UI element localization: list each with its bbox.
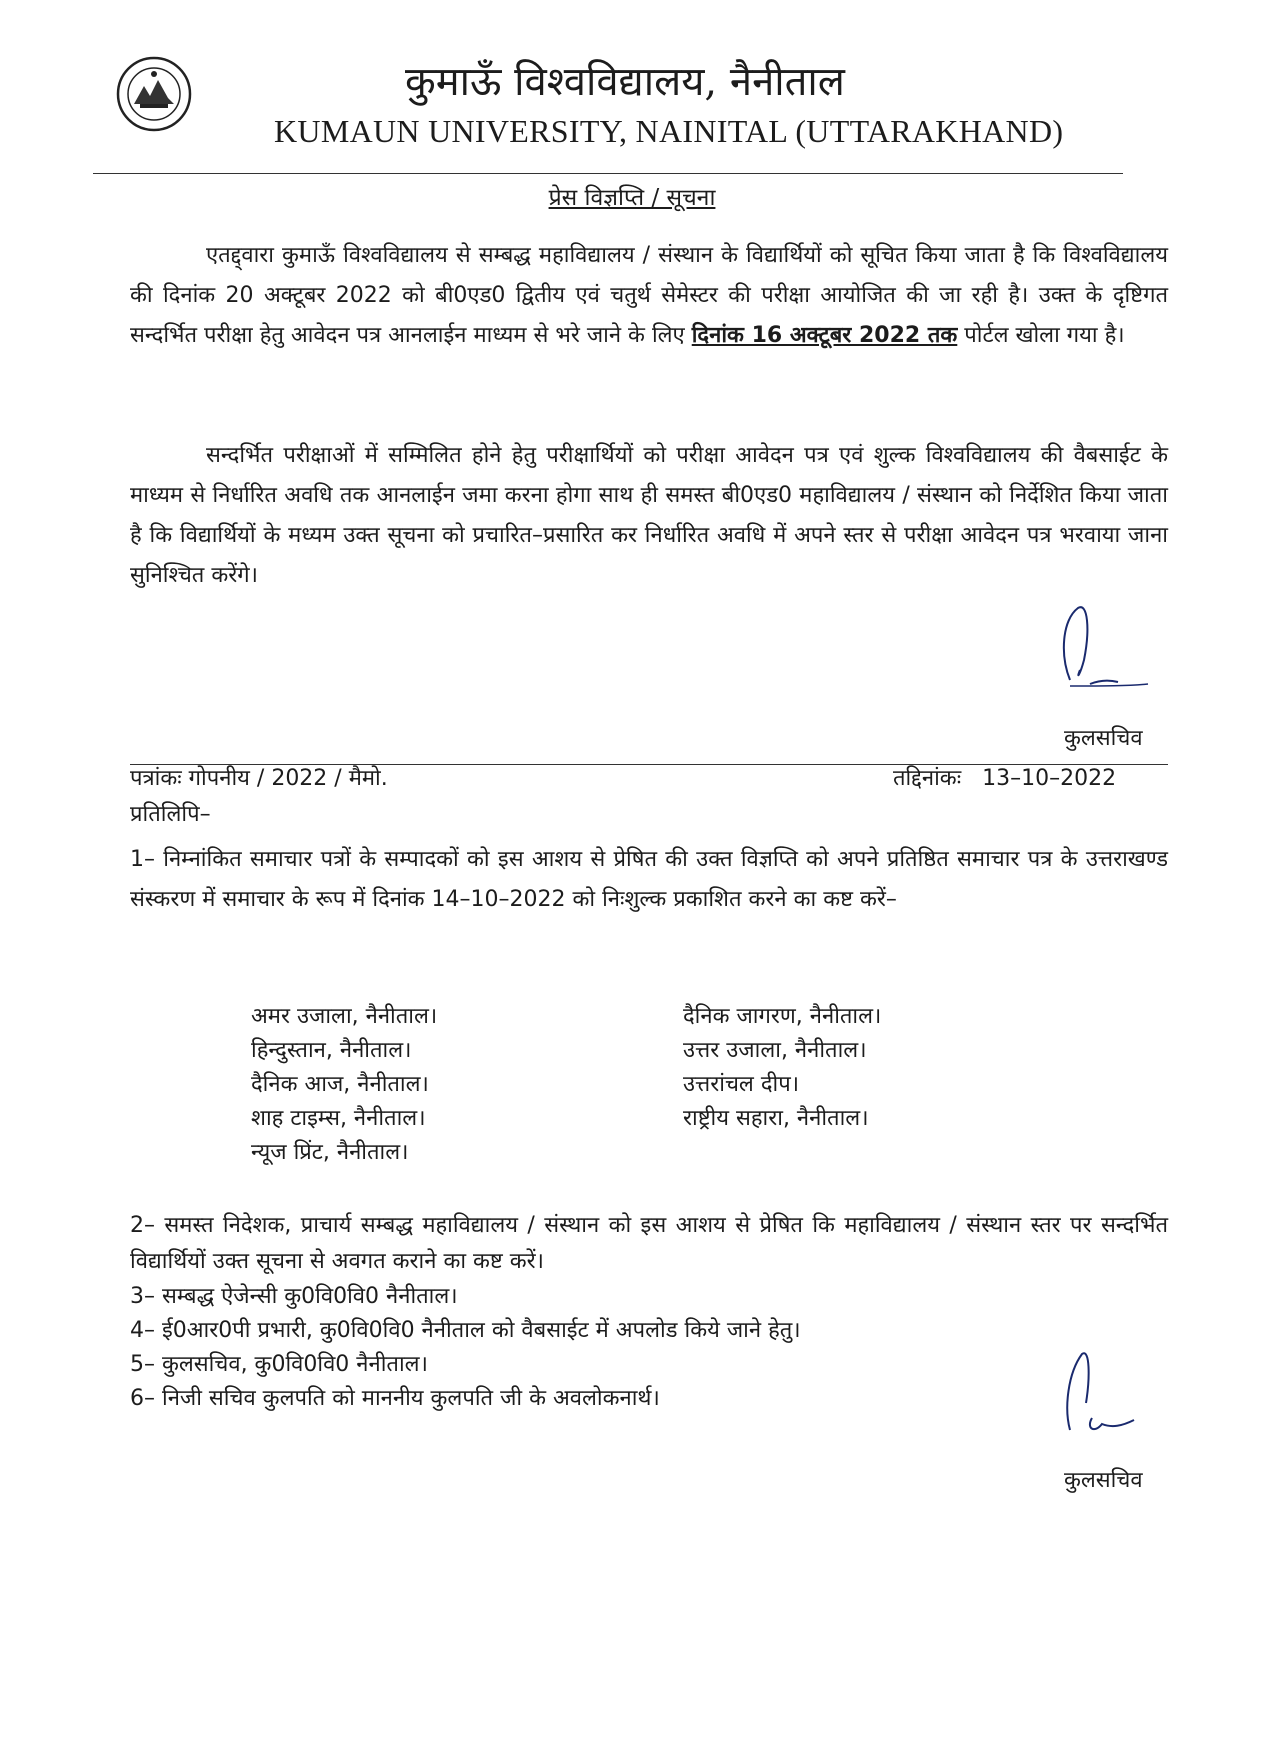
newspaper-item: दैनिक जागरण, नैनीताल। <box>683 1004 882 1029</box>
newspaper-item: दैनिक आज, नैनीताल। <box>251 1072 429 1097</box>
issue-date <box>893 762 1116 792</box>
university-title-english: KUMAUN UNIVERSITY, NAINITAL (UTTARAKHAND) <box>274 113 1064 149</box>
date-value: 13–10–2022 <box>982 766 1117 791</box>
signature-2 <box>1050 1348 1160 1438</box>
copy-item-1: 1– निम्नांकित समाचार पत्रों के सम्पादकों को इस आशय से प्रेषित की उक्त विज्ञप्ति को अपने प्रतिष्ठित समाचार पत्र के उत्तराखण्ड संस्करण में समाचार के रूप में दिनांक 14–10–2022 को निःशुल्क प्रकाशित करने का कष्ट करें– <box>130 847 1168 912</box>
copy-to-label: प्रतिलिपि– <box>130 802 211 827</box>
newspaper-list-left <box>251 1000 437 1170</box>
newspaper-list-right <box>683 1000 881 1136</box>
signature-1 <box>1040 600 1150 690</box>
newspaper-item: अमर उजाला, नैनीताल। <box>251 1004 438 1029</box>
header-divider <box>93 173 1123 174</box>
notice-paragraph-2 <box>130 436 1168 596</box>
copy-item-4: 4– ई0आर0पी प्रभारी, कु0वि0वि0 नैनीताल को वैबसाईट में अपलोड किये जाने हेतु। <box>130 1318 801 1343</box>
newspaper-item: शाह टाइम्स, नैनीताल। <box>251 1106 426 1131</box>
notice-paragraph-1 <box>130 236 1168 356</box>
copy-item-5: 5– कुलसचिव, कु0वि0वि0 नैनीताल। <box>130 1352 428 1377</box>
copy-item-6: 6– निजी सचिव कुलपति को माननीय कुलपति जी के अवलोकनार्थ। <box>130 1386 660 1411</box>
copy-item-3: 3– सम्बद्ध ऐजेन्सी कु0वि0वि0 नैनीताल। <box>130 1284 458 1309</box>
signatory-title-2: कुलसचिव <box>1064 1468 1143 1493</box>
newspaper-item: हिन्दुस्तान, नैनीताल। <box>251 1038 412 1063</box>
newspaper-item: राष्ट्रीय सहारा, नैनीताल। <box>683 1106 869 1131</box>
newspaper-item: न्यूज प्रिंट, नैनीताल। <box>251 1140 409 1165</box>
date-label: तद्दिनांकः <box>893 766 962 791</box>
notice-heading: प्रेस विज्ञप्ति / सूचना <box>548 185 716 211</box>
para1-text-after: पोर्टल खोला गया है। <box>964 323 1125 348</box>
copy-items-list <box>130 1280 801 1416</box>
copy-item-2: 2– समस्त निदेशक, प्राचार्य सम्बद्ध महाविद्यालय / संस्थान को इस आशय से प्रेषित कि महाविद्यालय / संस्थान स्तर पर सन्दर्भित विद्यार्थियों उक्त सूचना से अवगत कराने का कष्ट करें। <box>130 1213 1168 1274</box>
signatory-title-1: कुलसचिव <box>1064 726 1143 751</box>
para2-text: सन्दर्भित परीक्षाओं में सम्मिलित होने हेतु परीक्षार्थियों को परीक्षा आवेदन पत्र एवं शुल्क विश्वविद्यालय की वैबसाईट के माध्यम से निर्धारित अवधि तक आनलाईन जमा करना होगा साथ ही समस्त बी0एड0 महाविद्यालय / संस्थान को निर्देशित किया जाता है कि विद्यार्थियों के मध्यम उक्त सूचना को प्रचारित–प्रसारित कर निर्धारित अवधि में अपने स्तर से परीक्षा आवेदन पत्र भरवाया जाना सुनिश्चित करेंगे। <box>130 443 1168 588</box>
newspaper-item: उत्तरांचल दीप। <box>683 1072 800 1097</box>
deadline-highlight: दिनांक 16 अक्टूबर 2022 तक <box>691 323 958 348</box>
para1-text-before: एतद्द्वारा कुमाऊँ विश्वविद्यालय से सम्बद्ध महाविद्यालय / संस्थान के विद्यार्थियों को सूचित किया जाता है कि विश्वविद्यालय की दिनांक 20 अक्टूबर 2022 को बी0एड0 द्वितीय एवं चतुर्थ सेमेस्टर की परीक्षा आयोजित की जा रही है। उक्त के दृष्टिगत सन्दर्भित परीक्षा हेतु आवेदन पत्र आनलाईन माध्यम से भरे जाने के लिए <box>130 243 1168 348</box>
university-title-hindi: कुमाऊँ विश्वविद्यालय, नैनीताल <box>405 59 845 105</box>
university-seal-logo <box>116 56 192 132</box>
reference-number: पत्रांकः गोपनीय / 2022 / मैमो. <box>130 766 388 791</box>
newspaper-item: उत्तर उजाला, नैनीताल। <box>683 1038 867 1063</box>
